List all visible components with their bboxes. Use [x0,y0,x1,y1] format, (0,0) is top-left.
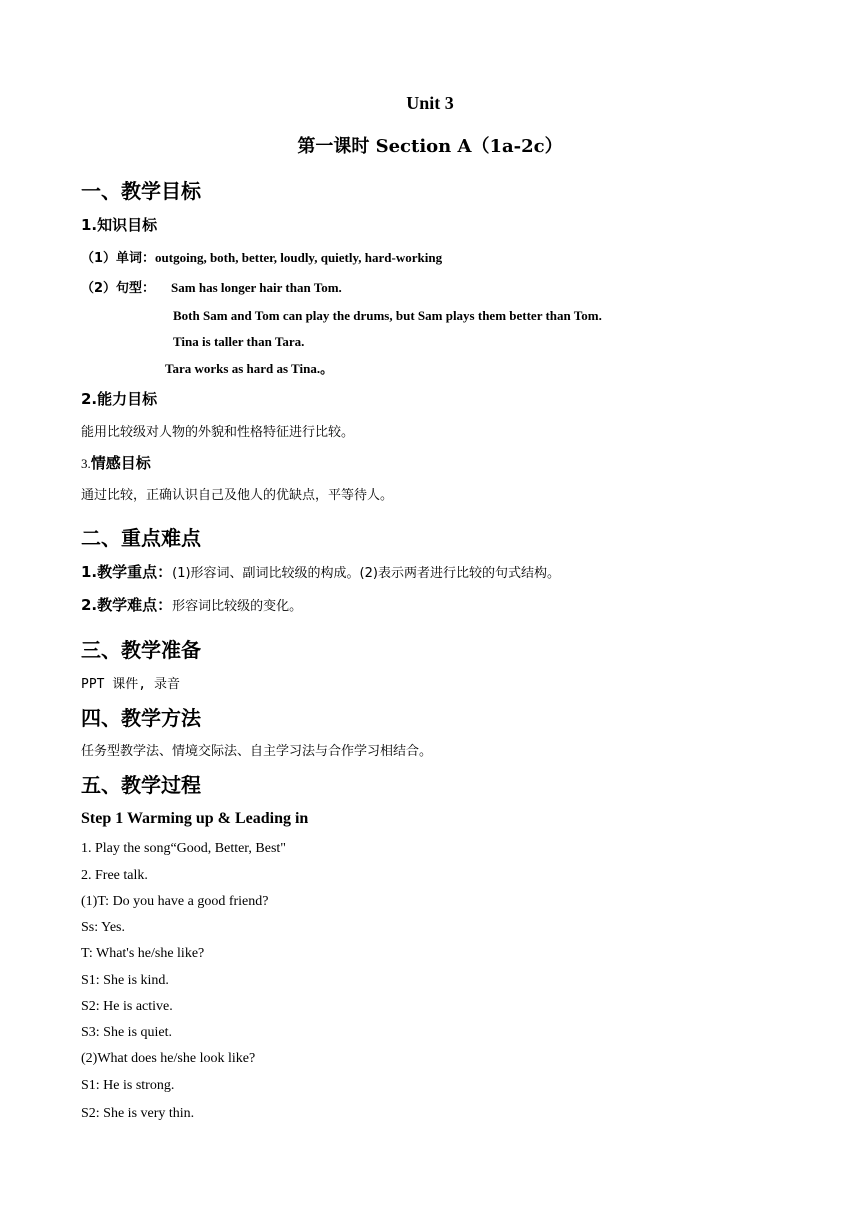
process-line-5: T: What's he/she like? [81,946,205,961]
vocab-words: outgoing, both, better, loudly, quietly, hard-working [155,250,443,265]
sentence-label: （2）句型： [81,281,156,296]
key-point-text: (1)形容词、副词比较级的构成。(2)表示两者进行比较的句式结构。 [172,566,560,581]
process-line-3: (1)T: Do you have a good friend? [81,894,269,909]
sentence-2: Both Sam and Tom can play the drums, but Sam plays them better than Tom. [173,308,602,323]
sentence-1: Sam has longer hair than Tom. [171,280,342,295]
section-heading-preparation: 三、教学准备 [81,638,201,662]
section-heading-process: 五、教学过程 [81,773,201,797]
process-line-7: S2: He is active. [81,999,173,1014]
section-heading-objectives: 一、教学目标 [81,179,201,203]
document-title: Unit 3 [406,93,454,113]
document-subtitle: 第一课时 Section A（1a-2c） [297,136,563,157]
section-heading-keypoints: 二、重点难点 [81,526,201,550]
vocab-line [81,251,442,265]
knowledge-heading: 1.知识目标 [81,216,158,234]
ability-heading: 2.能力目标 [81,390,158,408]
preparation-text: PPT 课件, 录音 [81,677,180,692]
sentence-line-1 [81,281,342,295]
sentence-3: Tina is taller than Tara. [173,334,305,349]
emotion-text: 通过比较，正确认识自己及他人的优缺点，平等待人。 [81,488,394,503]
step1-heading: Step 1 Warming up & Leading in [81,810,309,827]
difficulty-label: 2.教学难点： [81,596,173,614]
process-line-8: S3: She is quiet. [81,1025,173,1040]
difficulty-line [81,598,302,614]
key-point-label: 1.教学重点： [81,563,173,581]
process-line-4: Ss: Yes. [81,920,125,935]
emotion-heading-num: 3. [81,456,91,471]
difficulty-text: 形容词比较级的变化。 [172,599,303,614]
emotion-heading-text: 情感目标 [90,454,151,472]
vocab-label: （1）单词： [81,251,156,266]
process-line-10: S1: He is strong. [81,1078,175,1093]
emotion-heading [81,456,151,472]
process-line-11: S2: She is very thin. [81,1106,195,1121]
process-line-6: S1: She is kind. [81,973,169,988]
process-line-9: (2)What does he/she look like? [81,1051,256,1066]
methods-text: 任务型教学法、情境交际法、自主学习法与合作学习相结合。 [81,744,433,759]
key-point-line [81,565,560,581]
ability-text: 能用比较级对人物的外貌和性格特征进行比较。 [81,425,355,440]
process-line-2: 2. Free talk. [81,868,148,883]
process-line-1: 1. Play the song“Good, Better, Best" [81,841,287,856]
sentence-4: Tara works as hard as Tina.。 [165,361,334,376]
section-heading-methods: 四、教学方法 [81,706,201,730]
